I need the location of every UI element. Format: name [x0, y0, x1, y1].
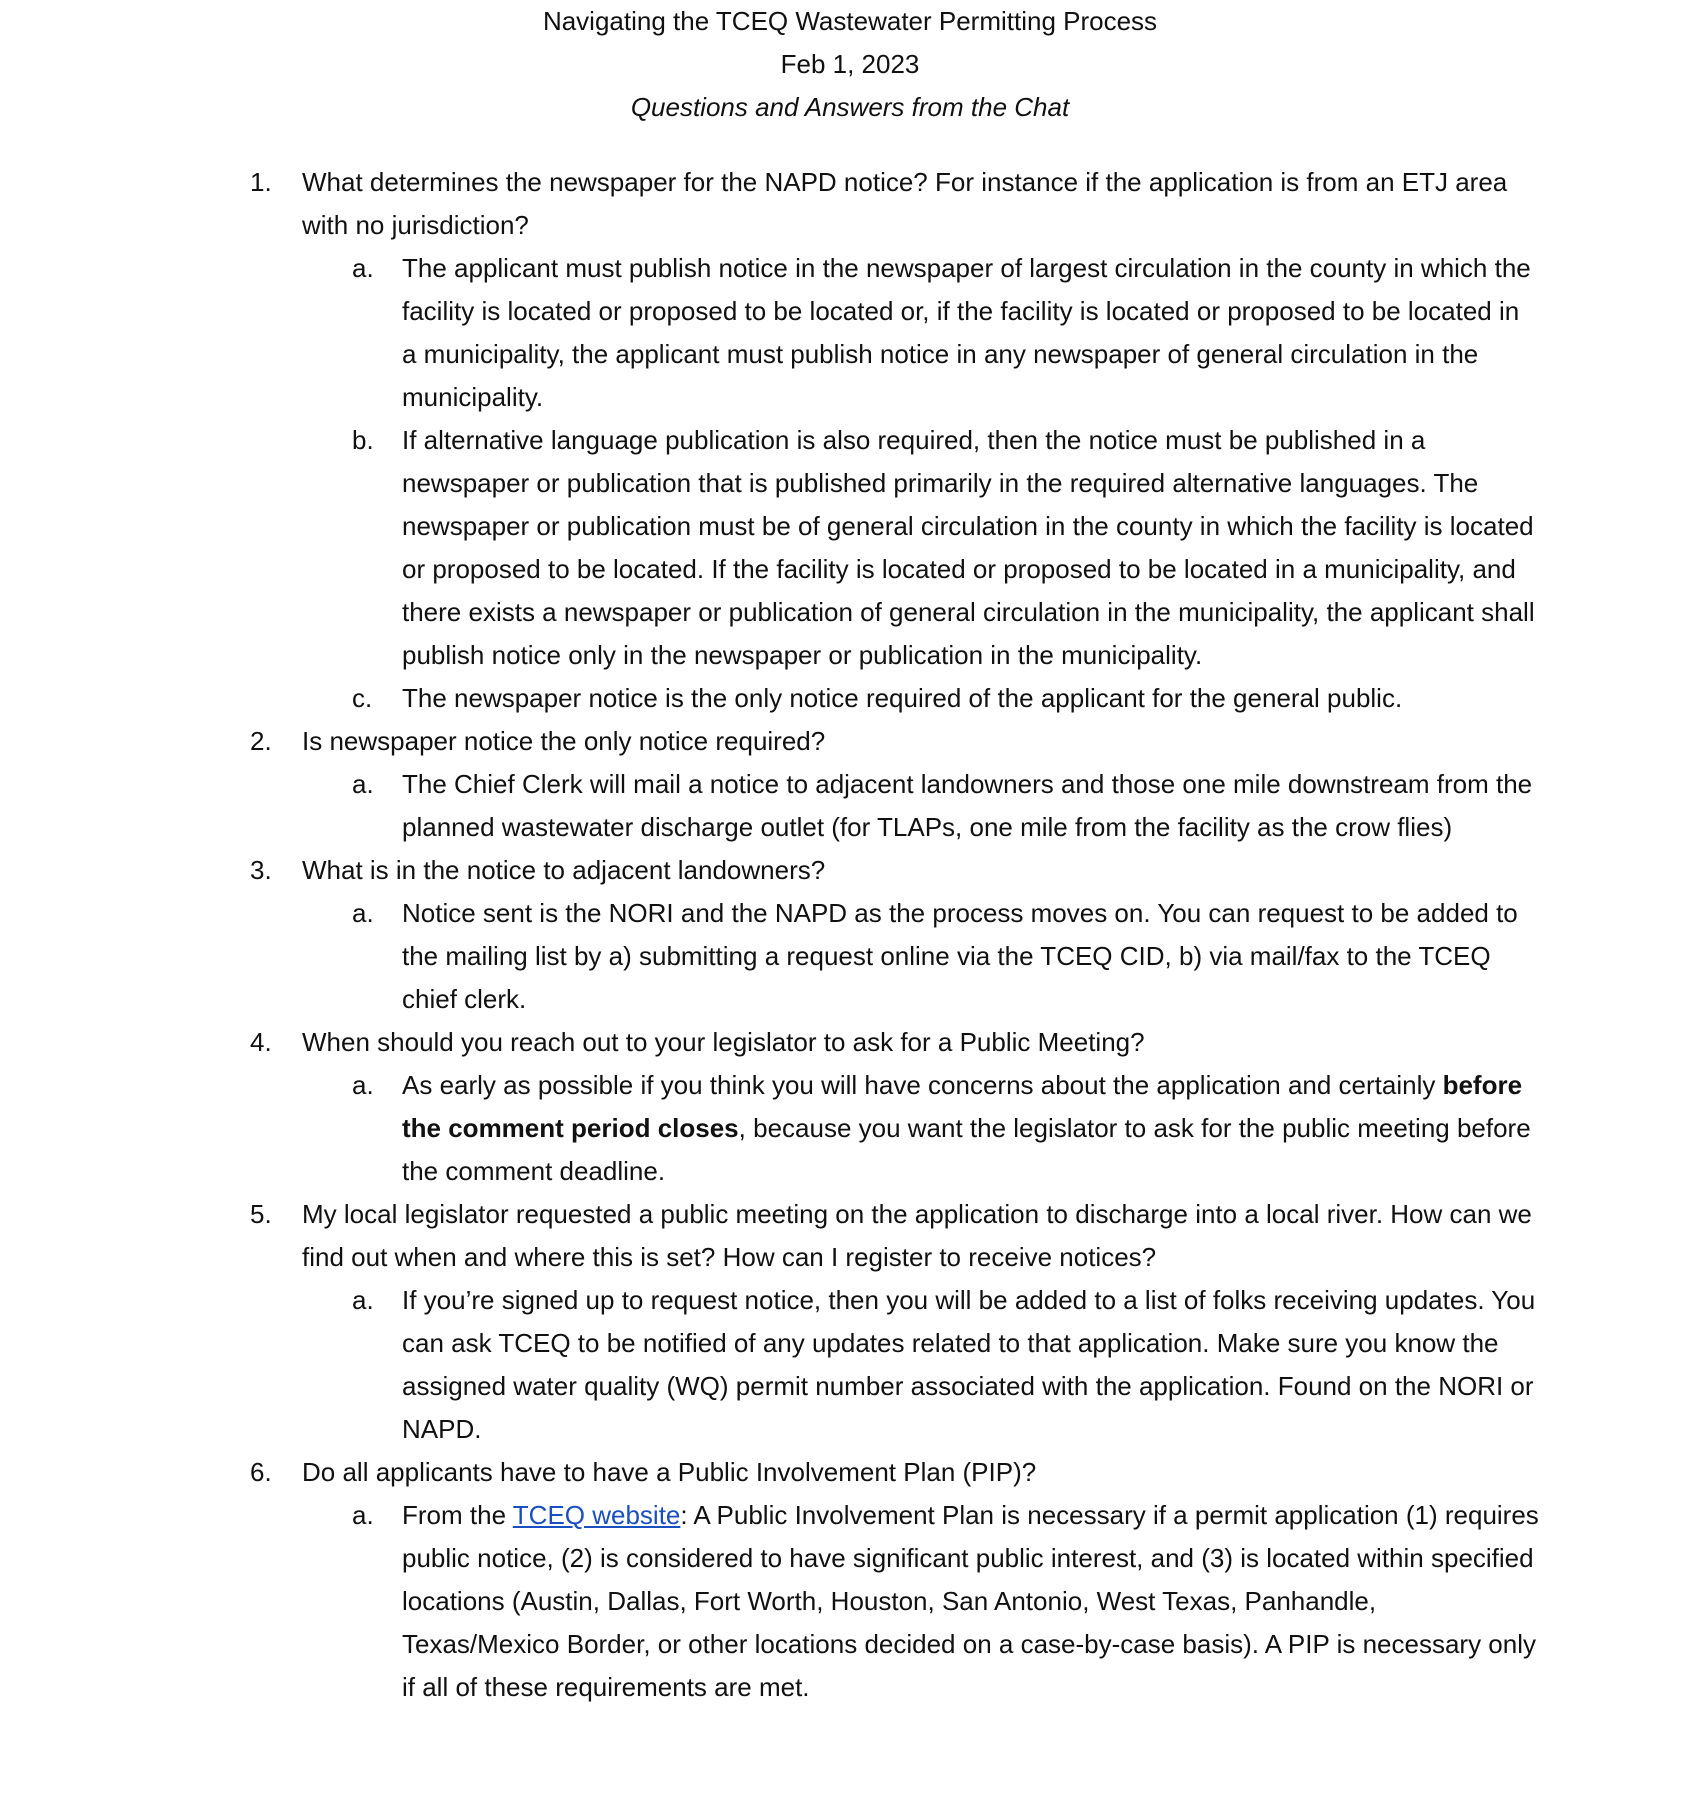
answer-item	[302, 247, 1540, 419]
question-item	[250, 1193, 1540, 1451]
answer-letter: a.	[352, 1285, 374, 1315]
answer-item	[302, 1064, 1540, 1193]
answer-letter: a.	[352, 898, 374, 928]
answer-text: The Chief Clerk will mail a notice to adjacent landowners and those one mile downstream from the planned wastewater discharge outlet (for TLAPs, one mile from the facility as the crow flies)	[402, 769, 1533, 842]
answer-list	[302, 763, 1540, 849]
answer-item	[302, 677, 1540, 720]
question-number: 1.	[250, 167, 272, 197]
answer-item	[302, 1279, 1540, 1451]
answer-emphasis: before the comment period closes	[402, 1070, 1523, 1143]
answer-letter: a.	[352, 1500, 374, 1530]
answer-text: Notice sent is the NORI and the NAPD as the process moves on. You can request to be added to the mailing list by a) submitting a request online via the TCEQ CID, b) via mail/fax to the TCEQ chief clerk.	[402, 898, 1518, 1014]
question-number: 6.	[250, 1457, 272, 1487]
question-item	[250, 1451, 1540, 1709]
answer-text-lead: From the	[402, 1500, 513, 1530]
answer-text: The newspaper notice is the only notice required of the applicant for the general public.	[402, 683, 1403, 713]
answer-item	[302, 892, 1540, 1021]
answer-item	[302, 419, 1540, 677]
question-item	[250, 849, 1540, 1021]
answer-letter: c.	[352, 683, 373, 713]
question-number: 2.	[250, 726, 272, 756]
question-text: When should you reach out to your legislator to ask for a Public Meeting?	[302, 1027, 1145, 1057]
answer-text: If you’re signed up to request notice, then you will be added to a list of folks receiving updates. You can ask TCEQ to be notified of any updates related to that application. Make sure you know the assigned water quality (WQ) permit number associated with the application. Found on the NORI or NAPD.	[402, 1285, 1536, 1444]
answer-text: If alternative language publication is also required, then the notice must be published in a newspaper or publication that is published primarily in the required alternative languages. The newspaper or publication must be of general circulation in the county in which the facility is located or proposed to be located. If the facility is located or proposed to be located in a municipality, and there exists a newspaper or publication of general circulation in the municipality, the applicant shall publish notice only in the newspaper or publication in the municipality.	[402, 425, 1535, 670]
question-item	[250, 720, 1540, 849]
answer-item	[302, 763, 1540, 849]
answer-letter: b.	[352, 425, 374, 455]
answer-text-tail: : A Public Involvement Plan is necessary if a permit application (1) requires public notice, (2) is considered to have significant public interest, and (3) is located within specified locations (Austin, Dallas, Fort Worth, Houston, San Antonio, West Texas, Panhandle, Texas/Mexico Border, or other locations decided on a case-by-case basis). A PIP is necessary only if all of these requirements are met.	[402, 1500, 1539, 1702]
answer-text-lead: As early as possible if you think you will have concerns about the application and certainly	[402, 1070, 1443, 1100]
answer-text: The applicant must publish notice in the newspaper of largest circulation in the county in which the facility is located or proposed to be located or, if the facility is located or proposed to be located in a municipality, the applicant must publish notice in any newspaper of general circulation in the municipality.	[402, 253, 1531, 412]
answer-list	[302, 1494, 1540, 1709]
answer-list	[302, 892, 1540, 1021]
document-subtitle: Questions and Answers from the Chat	[630, 92, 1070, 122]
answer-letter: a.	[352, 253, 374, 283]
document-header	[0, 0, 1700, 129]
answer-list	[302, 1279, 1540, 1451]
answer-item	[302, 1494, 1540, 1709]
answer-letter: a.	[352, 1070, 374, 1100]
answer-letter: a.	[352, 769, 374, 799]
answer-text	[402, 1494, 1540, 1709]
document-date: Feb 1, 2023	[780, 49, 920, 79]
question-item	[250, 161, 1540, 720]
question-list	[250, 161, 1540, 1709]
answer-text	[402, 1064, 1540, 1193]
question-number: 3.	[250, 855, 272, 885]
answer-list	[302, 247, 1540, 720]
answer-list	[302, 1064, 1540, 1193]
question-text: Do all applicants have to have a Public Involvement Plan (PIP)?	[302, 1457, 1037, 1487]
document-title: Navigating the TCEQ Wastewater Permitting Process	[542, 6, 1158, 36]
question-text: What is in the notice to adjacent landowners?	[302, 855, 826, 885]
question-number: 5.	[250, 1199, 272, 1229]
question-text: Is newspaper notice the only notice required?	[302, 726, 826, 756]
question-text: What determines the newspaper for the NAPD notice? For instance if the application is from an ETJ area with no jurisdiction?	[302, 167, 1508, 240]
tceq-website-link[interactable]: TCEQ website	[512, 1500, 681, 1530]
question-number: 4.	[250, 1027, 272, 1057]
question-item	[250, 1021, 1540, 1193]
question-text: My local legislator requested a public meeting on the application to discharge into a local river. How can we find out when and where this is set? How can I register to receive notices?	[302, 1199, 1532, 1272]
answer-text-tail: , because you want the legislator to ask for the public meeting before the comment deadline.	[402, 1113, 1531, 1186]
